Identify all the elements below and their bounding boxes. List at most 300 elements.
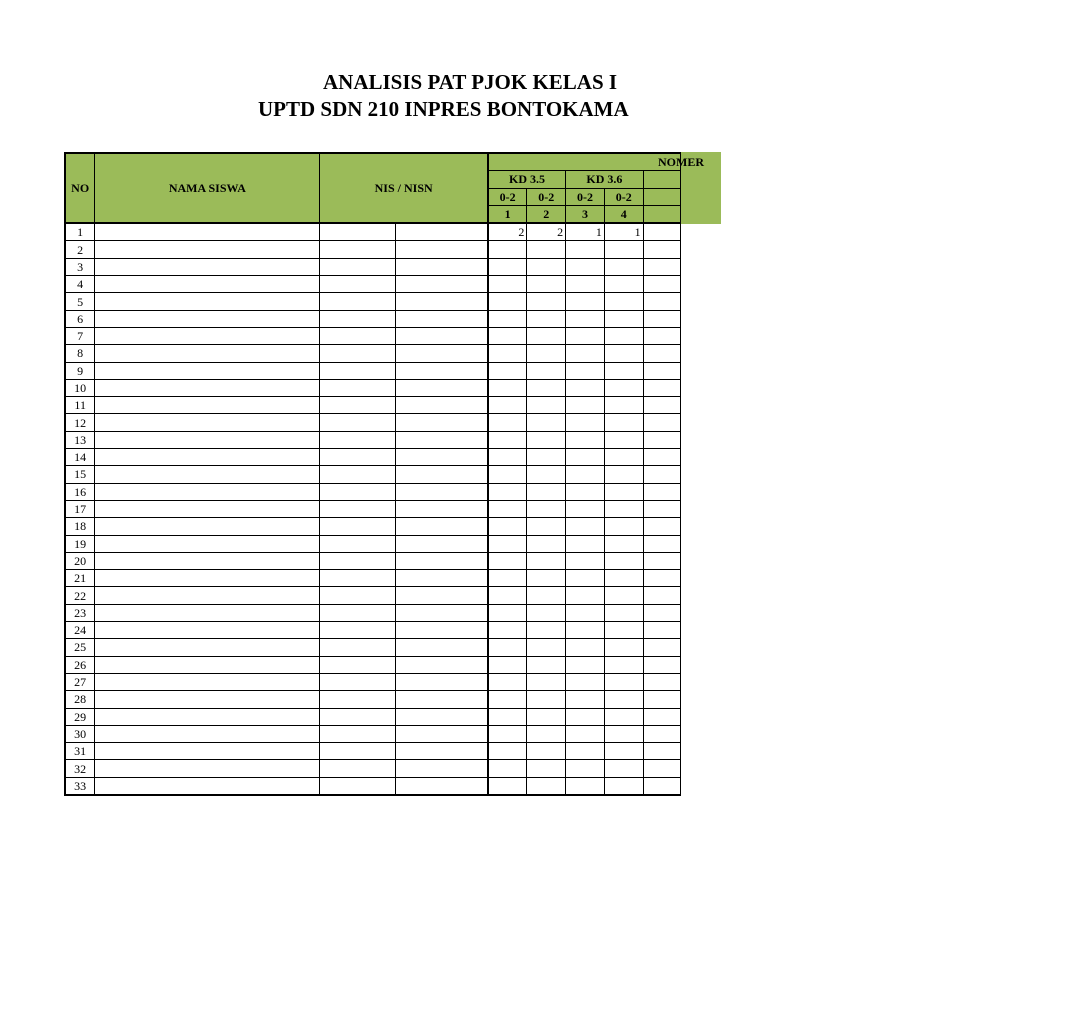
score-cell[interactable] bbox=[566, 656, 605, 673]
score-cell[interactable] bbox=[527, 414, 566, 431]
nisn-cell[interactable] bbox=[396, 604, 488, 621]
row-number[interactable]: 13 bbox=[65, 431, 95, 448]
nama-cell[interactable] bbox=[95, 535, 320, 552]
nis-cell[interactable] bbox=[320, 258, 396, 275]
row-number[interactable]: 8 bbox=[65, 345, 95, 362]
nisn-cell[interactable] bbox=[396, 518, 488, 535]
row-number[interactable]: 20 bbox=[65, 552, 95, 569]
score-cell[interactable] bbox=[643, 552, 680, 569]
score-cell[interactable] bbox=[566, 327, 605, 344]
score-cell[interactable] bbox=[488, 639, 527, 656]
score-cell[interactable] bbox=[488, 431, 527, 448]
score-cell[interactable] bbox=[527, 535, 566, 552]
row-number[interactable]: 33 bbox=[65, 777, 95, 795]
nama-cell[interactable] bbox=[95, 414, 320, 431]
nis-cell[interactable] bbox=[320, 223, 396, 241]
score-cell[interactable] bbox=[488, 293, 527, 310]
nisn-cell[interactable] bbox=[396, 449, 488, 466]
row-number[interactable]: 7 bbox=[65, 327, 95, 344]
nis-cell[interactable] bbox=[320, 327, 396, 344]
score-cell[interactable] bbox=[604, 552, 643, 569]
score-cell[interactable] bbox=[643, 535, 680, 552]
score-cell[interactable] bbox=[566, 604, 605, 621]
score-cell[interactable] bbox=[604, 691, 643, 708]
nisn-cell[interactable] bbox=[396, 414, 488, 431]
nis-cell[interactable] bbox=[320, 414, 396, 431]
nama-cell[interactable] bbox=[95, 518, 320, 535]
nis-cell[interactable] bbox=[320, 570, 396, 587]
nama-cell[interactable] bbox=[95, 552, 320, 569]
nama-cell[interactable] bbox=[95, 691, 320, 708]
score-cell[interactable] bbox=[604, 587, 643, 604]
score-cell[interactable] bbox=[604, 622, 643, 639]
nis-cell[interactable] bbox=[320, 500, 396, 517]
nis-cell[interactable] bbox=[320, 708, 396, 725]
score-cell[interactable] bbox=[604, 327, 643, 344]
score-cell[interactable] bbox=[488, 449, 527, 466]
score-cell[interactable] bbox=[527, 604, 566, 621]
score-cell[interactable] bbox=[566, 345, 605, 362]
score-cell[interactable] bbox=[643, 379, 680, 396]
row-number[interactable]: 4 bbox=[65, 276, 95, 293]
score-cell[interactable] bbox=[604, 293, 643, 310]
nisn-cell[interactable] bbox=[396, 552, 488, 569]
score-cell[interactable] bbox=[566, 518, 605, 535]
score-cell[interactable] bbox=[643, 518, 680, 535]
nisn-cell[interactable] bbox=[396, 760, 488, 777]
nis-cell[interactable] bbox=[320, 310, 396, 327]
score-cell[interactable] bbox=[488, 552, 527, 569]
row-number[interactable]: 21 bbox=[65, 570, 95, 587]
nisn-cell[interactable] bbox=[396, 587, 488, 604]
score-cell[interactable] bbox=[643, 725, 680, 742]
nama-cell[interactable] bbox=[95, 362, 320, 379]
row-number[interactable]: 18 bbox=[65, 518, 95, 535]
score-cell[interactable] bbox=[604, 466, 643, 483]
score-cell[interactable] bbox=[566, 241, 605, 258]
score-cell[interactable] bbox=[604, 708, 643, 725]
nama-cell[interactable] bbox=[95, 449, 320, 466]
row-number[interactable]: 14 bbox=[65, 449, 95, 466]
score-cell[interactable] bbox=[488, 345, 527, 362]
nisn-cell[interactable] bbox=[396, 310, 488, 327]
score-cell[interactable] bbox=[604, 760, 643, 777]
nama-cell[interactable] bbox=[95, 483, 320, 500]
score-cell[interactable] bbox=[527, 293, 566, 310]
score-cell[interactable] bbox=[527, 466, 566, 483]
nis-cell[interactable] bbox=[320, 725, 396, 742]
score-cell[interactable] bbox=[604, 604, 643, 621]
score-cell[interactable] bbox=[566, 483, 605, 500]
score-cell[interactable] bbox=[566, 639, 605, 656]
score-cell[interactable] bbox=[488, 362, 527, 379]
score-cell[interactable] bbox=[643, 293, 680, 310]
nis-cell[interactable] bbox=[320, 777, 396, 795]
nama-cell[interactable] bbox=[95, 431, 320, 448]
score-cell[interactable] bbox=[566, 362, 605, 379]
score-cell[interactable] bbox=[604, 725, 643, 742]
score-cell[interactable] bbox=[604, 500, 643, 517]
nama-cell[interactable] bbox=[95, 622, 320, 639]
score-cell[interactable] bbox=[643, 345, 680, 362]
nis-cell[interactable] bbox=[320, 241, 396, 258]
row-number[interactable]: 10 bbox=[65, 379, 95, 396]
row-number[interactable]: 15 bbox=[65, 466, 95, 483]
score-cell[interactable] bbox=[527, 327, 566, 344]
nis-cell[interactable] bbox=[320, 397, 396, 414]
score-cell[interactable] bbox=[643, 449, 680, 466]
score-cell[interactable] bbox=[527, 639, 566, 656]
score-cell[interactable] bbox=[527, 760, 566, 777]
row-number[interactable]: 17 bbox=[65, 500, 95, 517]
row-number[interactable]: 23 bbox=[65, 604, 95, 621]
nama-cell[interactable] bbox=[95, 587, 320, 604]
score-cell[interactable] bbox=[488, 500, 527, 517]
nis-cell[interactable] bbox=[320, 604, 396, 621]
score-cell[interactable] bbox=[566, 622, 605, 639]
score-cell[interactable] bbox=[527, 241, 566, 258]
row-number[interactable]: 11 bbox=[65, 397, 95, 414]
row-number[interactable]: 5 bbox=[65, 293, 95, 310]
score-cell[interactable] bbox=[566, 466, 605, 483]
row-number[interactable]: 28 bbox=[65, 691, 95, 708]
nis-cell[interactable] bbox=[320, 587, 396, 604]
nama-cell[interactable] bbox=[95, 345, 320, 362]
score-cell[interactable] bbox=[488, 518, 527, 535]
nisn-cell[interactable] bbox=[396, 327, 488, 344]
score-cell[interactable] bbox=[643, 777, 680, 795]
score-cell[interactable] bbox=[527, 258, 566, 275]
nama-cell[interactable] bbox=[95, 241, 320, 258]
nisn-cell[interactable] bbox=[396, 379, 488, 396]
row-number[interactable]: 27 bbox=[65, 673, 95, 690]
nisn-cell[interactable] bbox=[396, 276, 488, 293]
nis-cell[interactable] bbox=[320, 673, 396, 690]
score-cell[interactable] bbox=[488, 691, 527, 708]
score-cell[interactable]: 2 bbox=[527, 223, 566, 241]
score-cell[interactable] bbox=[643, 691, 680, 708]
nis-cell[interactable] bbox=[320, 449, 396, 466]
score-cell[interactable] bbox=[527, 310, 566, 327]
score-cell[interactable] bbox=[527, 500, 566, 517]
row-number[interactable]: 25 bbox=[65, 639, 95, 656]
row-number[interactable]: 32 bbox=[65, 760, 95, 777]
score-cell[interactable] bbox=[527, 449, 566, 466]
score-cell[interactable] bbox=[604, 431, 643, 448]
score-cell[interactable] bbox=[488, 777, 527, 795]
score-cell[interactable] bbox=[643, 362, 680, 379]
score-cell[interactable] bbox=[604, 449, 643, 466]
score-cell[interactable] bbox=[643, 483, 680, 500]
score-cell[interactable] bbox=[527, 431, 566, 448]
nama-cell[interactable] bbox=[95, 725, 320, 742]
nama-cell[interactable] bbox=[95, 397, 320, 414]
nisn-cell[interactable] bbox=[396, 570, 488, 587]
score-cell[interactable] bbox=[643, 500, 680, 517]
nis-cell[interactable] bbox=[320, 379, 396, 396]
score-cell[interactable] bbox=[488, 725, 527, 742]
score-cell[interactable] bbox=[527, 362, 566, 379]
score-cell[interactable] bbox=[566, 449, 605, 466]
score-cell[interactable] bbox=[566, 258, 605, 275]
score-cell[interactable] bbox=[488, 466, 527, 483]
score-cell[interactable] bbox=[643, 241, 680, 258]
nama-cell[interactable] bbox=[95, 500, 320, 517]
nisn-cell[interactable] bbox=[396, 535, 488, 552]
score-cell[interactable] bbox=[604, 743, 643, 760]
score-cell[interactable] bbox=[604, 345, 643, 362]
nis-cell[interactable] bbox=[320, 535, 396, 552]
score-cell[interactable] bbox=[643, 743, 680, 760]
nama-cell[interactable] bbox=[95, 310, 320, 327]
score-cell[interactable] bbox=[566, 310, 605, 327]
nis-cell[interactable] bbox=[320, 466, 396, 483]
score-cell[interactable] bbox=[488, 379, 527, 396]
score-cell[interactable] bbox=[604, 258, 643, 275]
score-cell[interactable] bbox=[566, 587, 605, 604]
nama-cell[interactable] bbox=[95, 639, 320, 656]
nama-cell[interactable] bbox=[95, 293, 320, 310]
nisn-cell[interactable] bbox=[396, 725, 488, 742]
row-number[interactable]: 26 bbox=[65, 656, 95, 673]
nisn-cell[interactable] bbox=[396, 241, 488, 258]
score-cell[interactable] bbox=[604, 535, 643, 552]
nis-cell[interactable] bbox=[320, 362, 396, 379]
nisn-cell[interactable] bbox=[396, 258, 488, 275]
score-cell[interactable] bbox=[566, 552, 605, 569]
row-number[interactable]: 3 bbox=[65, 258, 95, 275]
score-cell[interactable] bbox=[488, 483, 527, 500]
score-cell[interactable] bbox=[488, 310, 527, 327]
nis-cell[interactable] bbox=[320, 518, 396, 535]
row-number[interactable]: 29 bbox=[65, 708, 95, 725]
score-cell[interactable] bbox=[643, 466, 680, 483]
score-cell[interactable] bbox=[488, 414, 527, 431]
row-number[interactable]: 1 bbox=[65, 223, 95, 241]
nis-cell[interactable] bbox=[320, 691, 396, 708]
score-cell[interactable] bbox=[604, 656, 643, 673]
score-cell[interactable] bbox=[566, 276, 605, 293]
score-cell[interactable] bbox=[527, 725, 566, 742]
nama-cell[interactable] bbox=[95, 743, 320, 760]
nama-cell[interactable] bbox=[95, 656, 320, 673]
nama-cell[interactable] bbox=[95, 466, 320, 483]
score-cell[interactable] bbox=[488, 708, 527, 725]
score-cell[interactable] bbox=[527, 656, 566, 673]
nama-cell[interactable] bbox=[95, 604, 320, 621]
score-cell[interactable] bbox=[604, 777, 643, 795]
nisn-cell[interactable] bbox=[396, 639, 488, 656]
score-cell[interactable] bbox=[604, 673, 643, 690]
score-cell[interactable] bbox=[643, 673, 680, 690]
nisn-cell[interactable] bbox=[396, 622, 488, 639]
nisn-cell[interactable] bbox=[396, 431, 488, 448]
score-cell[interactable] bbox=[566, 673, 605, 690]
score-cell[interactable] bbox=[643, 310, 680, 327]
score-cell[interactable]: 1 bbox=[566, 223, 605, 241]
score-cell[interactable] bbox=[604, 639, 643, 656]
nis-cell[interactable] bbox=[320, 743, 396, 760]
nis-cell[interactable] bbox=[320, 345, 396, 362]
score-cell[interactable] bbox=[488, 622, 527, 639]
score-cell[interactable] bbox=[527, 587, 566, 604]
score-cell[interactable] bbox=[566, 777, 605, 795]
score-cell[interactable] bbox=[566, 743, 605, 760]
score-cell[interactable] bbox=[488, 276, 527, 293]
score-cell[interactable] bbox=[566, 293, 605, 310]
score-cell[interactable] bbox=[604, 397, 643, 414]
score-cell[interactable] bbox=[643, 622, 680, 639]
score-cell[interactable] bbox=[643, 327, 680, 344]
score-cell[interactable] bbox=[488, 673, 527, 690]
row-number[interactable]: 2 bbox=[65, 241, 95, 258]
row-number[interactable]: 22 bbox=[65, 587, 95, 604]
nisn-cell[interactable] bbox=[396, 500, 488, 517]
score-cell[interactable] bbox=[566, 691, 605, 708]
nisn-cell[interactable] bbox=[396, 777, 488, 795]
row-number[interactable]: 30 bbox=[65, 725, 95, 742]
score-cell[interactable] bbox=[604, 379, 643, 396]
row-number[interactable]: 6 bbox=[65, 310, 95, 327]
nisn-cell[interactable] bbox=[396, 345, 488, 362]
score-cell[interactable] bbox=[643, 604, 680, 621]
score-cell[interactable] bbox=[566, 414, 605, 431]
score-cell[interactable] bbox=[488, 604, 527, 621]
score-cell[interactable] bbox=[604, 310, 643, 327]
nisn-cell[interactable] bbox=[396, 362, 488, 379]
score-cell[interactable] bbox=[527, 570, 566, 587]
nisn-cell[interactable] bbox=[396, 656, 488, 673]
score-cell[interactable] bbox=[527, 379, 566, 396]
nama-cell[interactable] bbox=[95, 379, 320, 396]
score-cell[interactable] bbox=[566, 500, 605, 517]
nama-cell[interactable] bbox=[95, 777, 320, 795]
nis-cell[interactable] bbox=[320, 276, 396, 293]
score-cell[interactable] bbox=[527, 777, 566, 795]
score-cell[interactable] bbox=[488, 397, 527, 414]
row-number[interactable]: 31 bbox=[65, 743, 95, 760]
score-cell[interactable] bbox=[488, 241, 527, 258]
score-cell[interactable] bbox=[488, 570, 527, 587]
nis-cell[interactable] bbox=[320, 552, 396, 569]
nama-cell[interactable] bbox=[95, 258, 320, 275]
header-range-extra bbox=[643, 188, 680, 205]
row-number[interactable]: 9 bbox=[65, 362, 95, 379]
score-cell[interactable] bbox=[643, 760, 680, 777]
score-cell[interactable] bbox=[527, 345, 566, 362]
nis-cell[interactable] bbox=[320, 760, 396, 777]
score-cell[interactable] bbox=[566, 379, 605, 396]
nis-cell[interactable] bbox=[320, 622, 396, 639]
nisn-cell[interactable] bbox=[396, 743, 488, 760]
score-cell[interactable] bbox=[527, 673, 566, 690]
nisn-cell[interactable] bbox=[396, 293, 488, 310]
score-cell[interactable] bbox=[643, 587, 680, 604]
score-cell[interactable] bbox=[643, 639, 680, 656]
score-cell[interactable] bbox=[527, 276, 566, 293]
score-cell[interactable] bbox=[604, 483, 643, 500]
nisn-cell[interactable] bbox=[396, 691, 488, 708]
score-cell[interactable] bbox=[604, 276, 643, 293]
score-cell[interactable] bbox=[527, 691, 566, 708]
nis-cell[interactable] bbox=[320, 483, 396, 500]
row-number[interactable]: 24 bbox=[65, 622, 95, 639]
score-cell[interactable] bbox=[566, 708, 605, 725]
table-row bbox=[65, 760, 681, 777]
score-cell[interactable] bbox=[604, 414, 643, 431]
score-cell[interactable] bbox=[643, 708, 680, 725]
nama-cell[interactable] bbox=[95, 276, 320, 293]
score-cell[interactable] bbox=[604, 241, 643, 258]
score-cell[interactable] bbox=[566, 535, 605, 552]
nis-cell[interactable] bbox=[320, 656, 396, 673]
score-cell[interactable] bbox=[643, 656, 680, 673]
score-cell[interactable] bbox=[527, 483, 566, 500]
nisn-cell[interactable] bbox=[396, 673, 488, 690]
score-cell[interactable] bbox=[643, 414, 680, 431]
nis-cell[interactable] bbox=[320, 431, 396, 448]
score-cell[interactable] bbox=[604, 570, 643, 587]
nama-cell[interactable] bbox=[95, 327, 320, 344]
score-cell[interactable] bbox=[527, 518, 566, 535]
row-number[interactable]: 16 bbox=[65, 483, 95, 500]
score-cell[interactable] bbox=[488, 743, 527, 760]
score-cell[interactable] bbox=[566, 760, 605, 777]
score-cell[interactable] bbox=[643, 431, 680, 448]
table-row bbox=[65, 777, 681, 795]
nis-cell[interactable] bbox=[320, 639, 396, 656]
score-cell[interactable] bbox=[527, 622, 566, 639]
score-cell[interactable] bbox=[643, 276, 680, 293]
nisn-cell[interactable] bbox=[396, 397, 488, 414]
nama-cell[interactable] bbox=[95, 760, 320, 777]
row-number[interactable]: 12 bbox=[65, 414, 95, 431]
nis-cell[interactable] bbox=[320, 293, 396, 310]
score-cell[interactable] bbox=[488, 535, 527, 552]
nama-cell[interactable] bbox=[95, 570, 320, 587]
nisn-cell[interactable] bbox=[396, 483, 488, 500]
score-cell[interactable] bbox=[566, 570, 605, 587]
score-cell[interactable] bbox=[488, 258, 527, 275]
score-cell[interactable] bbox=[566, 725, 605, 742]
score-cell[interactable] bbox=[527, 552, 566, 569]
score-cell[interactable]: 2 bbox=[488, 223, 527, 241]
score-cell[interactable] bbox=[527, 397, 566, 414]
score-cell[interactable] bbox=[604, 518, 643, 535]
score-cell[interactable] bbox=[643, 223, 680, 241]
score-cell[interactable] bbox=[488, 587, 527, 604]
score-cell[interactable] bbox=[566, 397, 605, 414]
nisn-cell[interactable] bbox=[396, 708, 488, 725]
score-cell[interactable] bbox=[643, 258, 680, 275]
score-cell[interactable] bbox=[488, 760, 527, 777]
nisn-cell[interactable] bbox=[396, 223, 488, 241]
score-cell[interactable] bbox=[643, 397, 680, 414]
row-number[interactable]: 19 bbox=[65, 535, 95, 552]
nama-cell[interactable] bbox=[95, 708, 320, 725]
nama-cell[interactable] bbox=[95, 673, 320, 690]
score-cell[interactable]: 1 bbox=[604, 223, 643, 241]
nisn-cell[interactable] bbox=[396, 466, 488, 483]
score-cell[interactable] bbox=[527, 743, 566, 760]
score-cell[interactable] bbox=[488, 327, 527, 344]
score-cell[interactable] bbox=[527, 708, 566, 725]
score-cell[interactable] bbox=[488, 656, 527, 673]
score-cell[interactable] bbox=[604, 362, 643, 379]
score-cell[interactable] bbox=[643, 570, 680, 587]
score-cell[interactable] bbox=[566, 431, 605, 448]
nama-cell[interactable] bbox=[95, 223, 320, 241]
